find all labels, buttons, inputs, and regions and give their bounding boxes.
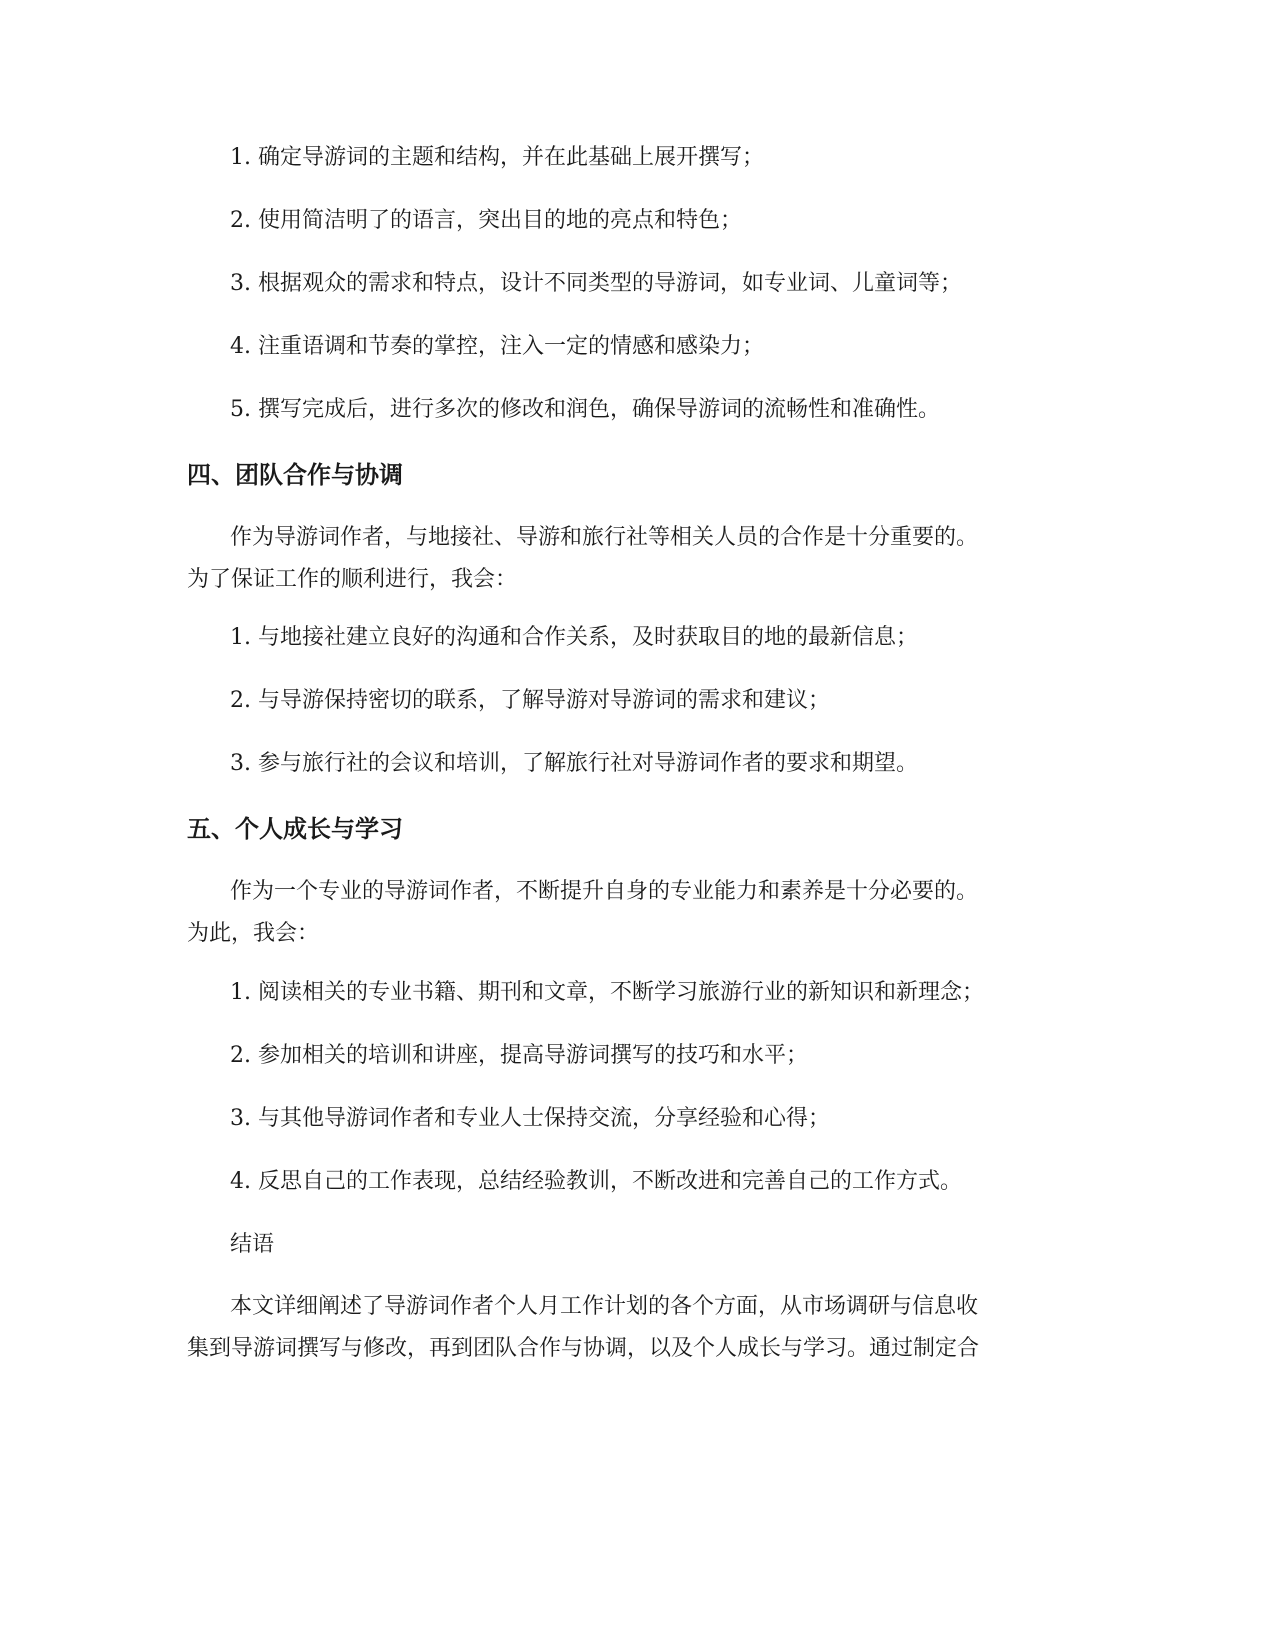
paragraph-line: 作为一个专业的导游词作者，不断提升自身的专业能力和素养是十分必要的。 bbox=[230, 879, 979, 904]
list-item: 3. 参与旅行社的会议和培训，了解旅行社对导游词作者的要求和期望。 bbox=[230, 751, 918, 776]
conclusion-label: 结语 bbox=[230, 1232, 275, 1257]
paragraph-line: 为此，我会： bbox=[187, 921, 320, 946]
list-item: 1. 确定导游词的主题和结构，并在此基础上展开撰写； bbox=[230, 145, 764, 170]
list-item: 2. 参加相关的培训和讲座，提高导游词撰写的技巧和水平； bbox=[230, 1043, 808, 1068]
paragraph-line: 为了保证工作的顺利进行，我会： bbox=[187, 567, 518, 592]
section-heading: 五、个人成长与学习 bbox=[187, 815, 403, 843]
list-item: 3. 与其他导游词作者和专业人士保持交流，分享经验和心得； bbox=[230, 1106, 830, 1131]
paragraph-line: 本文详细阐述了导游词作者个人月工作计划的各个方面，从市场调研与信息收 bbox=[230, 1294, 979, 1319]
list-item: 1. 阅读相关的专业书籍、期刊和文章，不断学习旅游行业的新知识和新理念； bbox=[230, 980, 984, 1005]
list-item: 4. 反思自己的工作表现，总结经验教训，不断改进和完善自己的工作方式。 bbox=[230, 1169, 962, 1194]
list-item: 2. 使用简洁明了的语言，突出目的地的亮点和特色； bbox=[230, 208, 742, 233]
list-item: 1. 与地接社建立良好的沟通和合作关系，及时获取目的地的最新信息； bbox=[230, 625, 918, 650]
section-heading: 四、团队合作与协调 bbox=[187, 461, 403, 489]
list-item: 2. 与导游保持密切的联系，了解导游对导游词的需求和建议； bbox=[230, 688, 830, 713]
list-item: 4. 注重语调和节奏的掌控，注入一定的情感和感染力； bbox=[230, 334, 764, 359]
paragraph-line: 作为导游词作者，与地接社、导游和旅行社等相关人员的合作是十分重要的。 bbox=[230, 525, 979, 550]
list-item: 3. 根据观众的需求和特点，设计不同类型的导游词，如专业词、儿童词等； bbox=[230, 271, 962, 296]
paragraph-line: 集到导游词撰写与修改，再到团队合作与协调，以及个人成长与学习。通过制定合 bbox=[187, 1336, 980, 1361]
list-item: 5. 撰写完成后，进行多次的修改和润色，确保导游词的流畅性和准确性。 bbox=[230, 397, 940, 422]
